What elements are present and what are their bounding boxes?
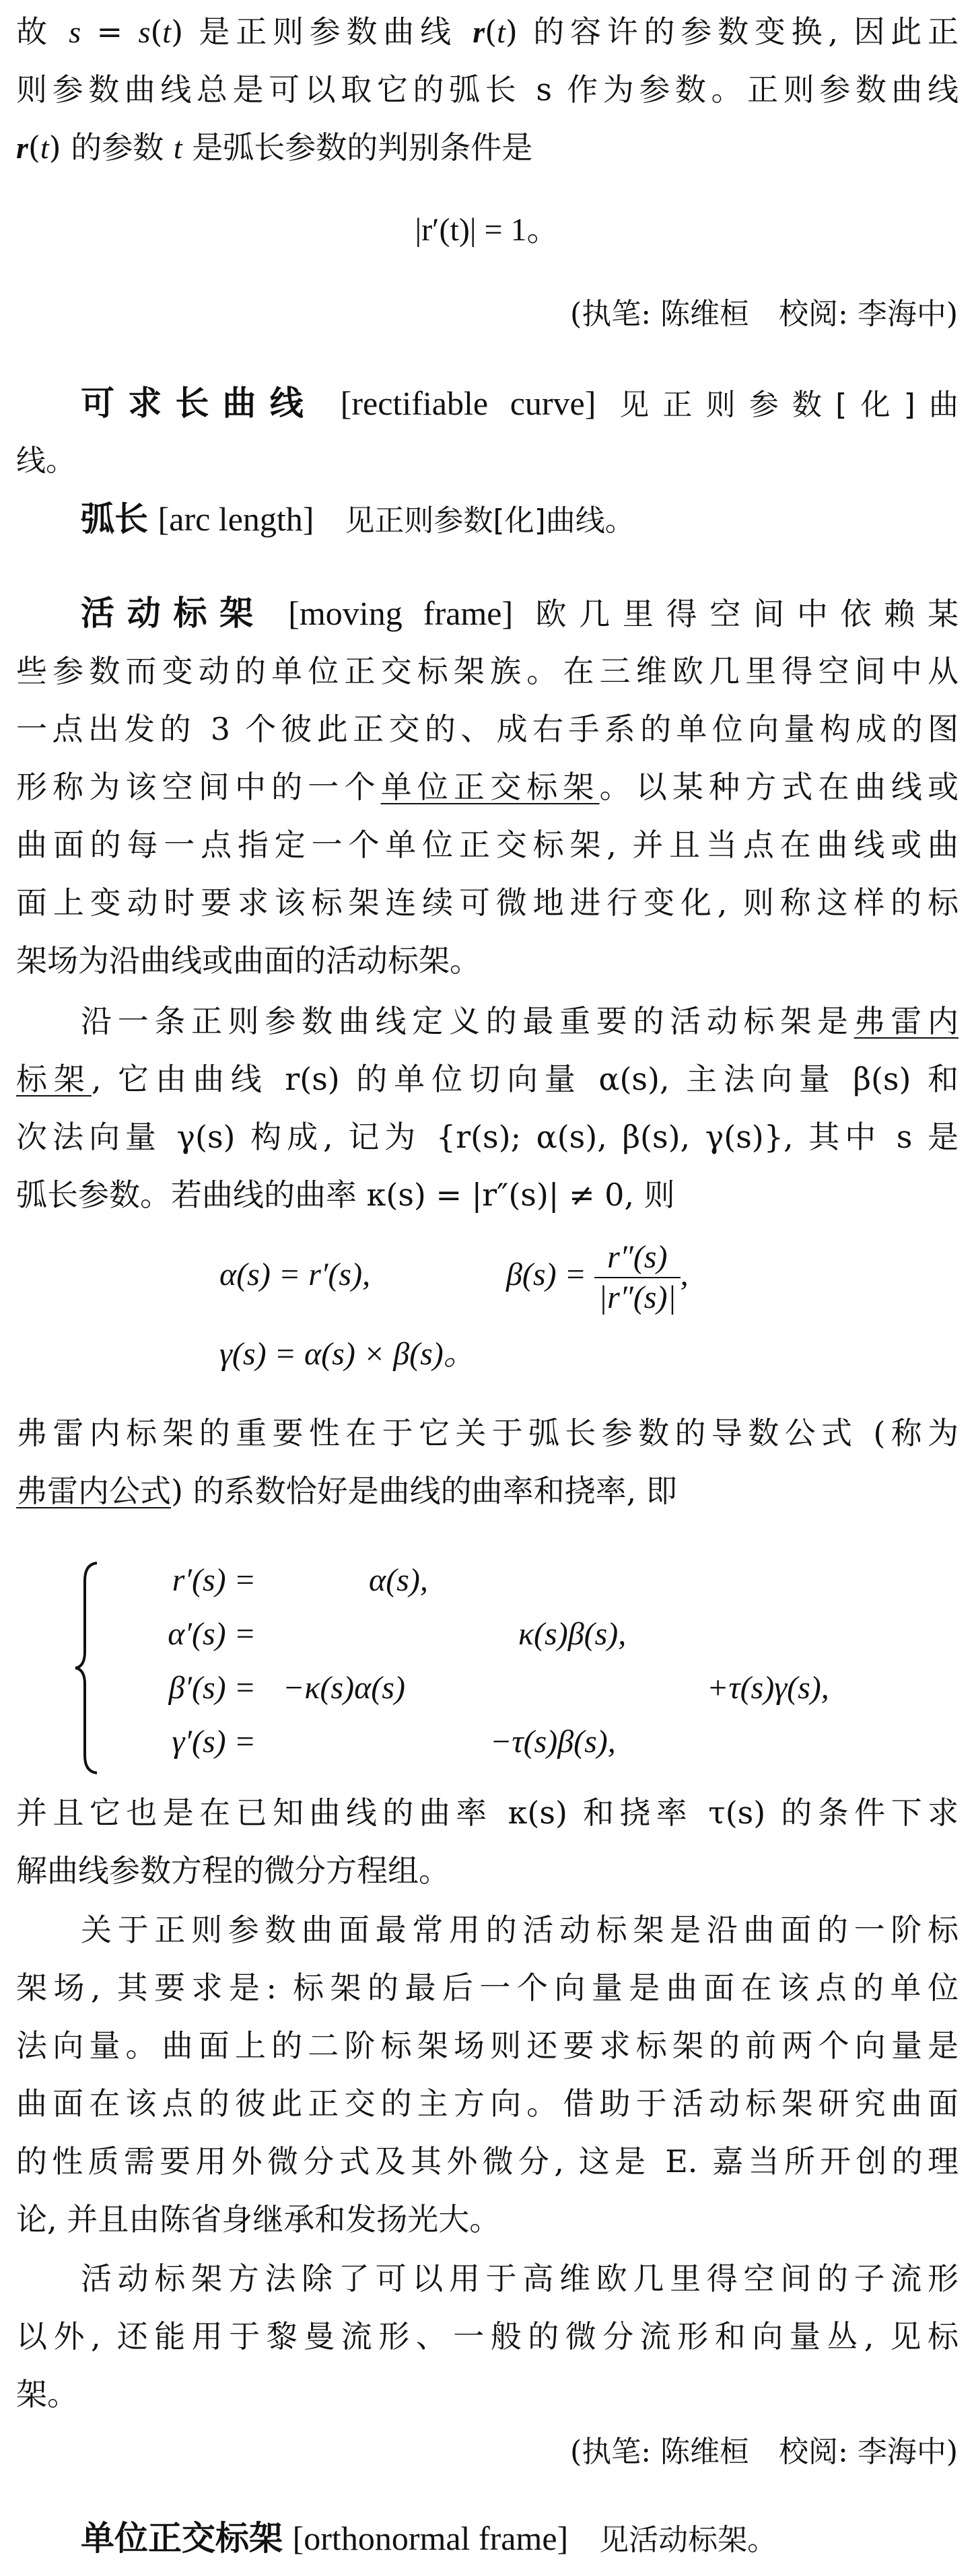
term-link: 弗雷内公式 (16, 1473, 171, 1509)
entry-moving-frame: 活动标架 [moving frame] 欧几里得空间中依赖某 (81, 594, 959, 633)
text-line: 些参数而变动的单位正交标架族。在三维欧几里得空间中从 (16, 653, 959, 689)
text-line: 以外, 还能用于黎曼流形、一般的微分流形和向量丛, 见标 (16, 2318, 959, 2355)
text-line: 曲面在该点的彼此正交的主方向。借助于活动标架研究曲面 (16, 2085, 959, 2122)
text-line: 故 s = s(t) 是正则参数曲线 r(t) 的容许的参数变换, 因此正 (16, 13, 959, 50)
text-line: 弧长参数。若曲线的曲率 κ(s) = |r″(s)| ≠ 0, 则 (16, 1177, 675, 1213)
attribution: (执笔: 陈维桓 校阅: 李海中) (570, 297, 958, 331)
text-line: 解曲线参数方程的微分方程组。 (16, 1852, 450, 1889)
text-line: 一点出发的 3 个彼此正交的、成右手系的单位向量构成的图 (16, 711, 959, 747)
left-brace (73, 1560, 100, 1776)
text-line: 曲面的每一点指定一个单位正交标架, 并且当点在曲线或曲 (16, 827, 959, 863)
text-line: 面上变动时要求该标架连续可微地进行变化, 则称这样的标 (16, 884, 959, 921)
english-term: [arc length] (158, 500, 314, 538)
headword: 可求长曲线 (81, 384, 317, 423)
term-link: 标架 (16, 1061, 92, 1097)
frenet-row-3-term-1: −κ(s)α(s) (283, 1670, 405, 1706)
formula-unit-speed: |r′(t)| = 1。 (415, 212, 559, 248)
frenet-row-1-term: α(s), (369, 1562, 428, 1598)
text-line: 线。 (16, 444, 75, 478)
text-line: 标架, 它由曲线 r(s) 的单位切向量 α(s), 主法向量 β(s) 和 (16, 1061, 959, 1097)
english-term: [orthonormal frame] (292, 2519, 569, 2557)
text-line: 架场为沿曲线或曲面的活动标架。 (16, 942, 481, 979)
attribution: (执笔: 陈维桓 校阅: 李海中) (570, 2435, 958, 2469)
text-line: 活动标架方法除了可以用于高维欧几里得空间的子流形 (81, 2260, 959, 2297)
text-line: 则参数曲线总是可以取它的弧长 s 作为参数。正则参数曲线 (16, 71, 959, 108)
text-line: 次法向量 γ(s) 构成, 记为 {r(s); α(s), β(s), γ(s)}, 其中 s 是 (16, 1119, 959, 1155)
term-link: 弗雷内 (854, 1003, 959, 1039)
english-term: [rectifiable curve] (340, 384, 596, 422)
term-link: 单位正交标架 (380, 769, 600, 805)
cross-reference: 见正则参数[化]曲线。 (345, 503, 635, 538)
frenet-row-4-term: −τ(s)β(s), (490, 1724, 616, 1760)
formula-beta: β(s) = $\frac{r''(s)}{|r''(s)|}$ , (506, 1239, 689, 1315)
cross-reference: 见活动标架。 (599, 2523, 777, 2557)
formula-gamma: γ(s) = α(s) × β(s)。 (219, 1336, 476, 1372)
frenet-row-3-term-3: +τ(s)γ(s), (707, 1670, 829, 1706)
text-line: 沿一条正则参数曲线定义的最重要的活动标架是弗雷内 (81, 1003, 959, 1039)
headword: 活动标架 (81, 594, 266, 633)
frenet-row-4-lhs: γ′(s) = (172, 1724, 256, 1760)
formula-alpha: α(s) = r′(s), (219, 1257, 371, 1292)
text-line: r(t) 的参数 t 是弧长参数的判别条件是 (16, 129, 533, 166)
text-line: 架。 (16, 2376, 78, 2412)
text-line: 弗雷内标架的重要性在于它关于弧长参数的导数公式 (称为 (16, 1415, 959, 1451)
headword: 单位正交标架 (81, 2519, 283, 2558)
frenet-row-2-lhs: α′(s) = (168, 1616, 256, 1652)
text-line: 法向量。曲面上的二阶标架场则还要求标架的前两个向量是 (16, 2027, 959, 2064)
text-line: 关于正则参数曲面最常用的活动标架是沿曲面的一阶标 (81, 1912, 959, 1948)
frenet-row-1-lhs: r′(s) = (172, 1562, 256, 1598)
cross-reference: 见正则参数[化]曲 (619, 388, 959, 422)
text-line: 形称为该空间中的一个单位正交标架。以某种方式在曲线或 (16, 769, 959, 805)
english-term: [moving frame] (288, 594, 514, 632)
text-line: 并且它也是在已知曲线的曲率 κ(s) 和挠率 τ(s) 的条件下求 (16, 1795, 959, 1831)
entry-orthonormal-frame (81, 2517, 959, 2561)
text-line: 论, 并且由陈省身继承和发扬光大。 (16, 2201, 501, 2237)
text-line: 的性质需要用外微分式及其外微分, 这是 E. 嘉当所开创的理 (16, 2143, 959, 2180)
text-line: 架场, 其要求是: 标架的最后一个向量是曲面在该点的单位 (16, 1970, 959, 2006)
frenet-row-2-term: κ(s)β(s), (518, 1616, 627, 1652)
frenet-row-3-lhs: β′(s) = (168, 1670, 256, 1706)
entry-arc-length (81, 498, 959, 542)
headword: 弧长 (81, 499, 148, 538)
entry-rectifiable-curve (81, 382, 959, 426)
text-line: 弗雷内公式) 的系数恰好是曲线的曲率和挠率, 即 (16, 1473, 677, 1509)
